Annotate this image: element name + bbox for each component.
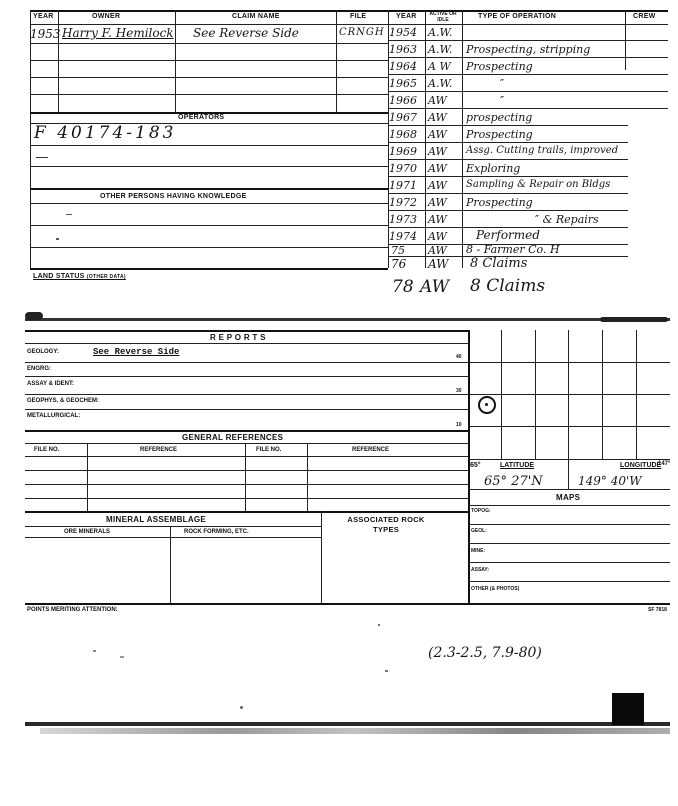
refs-col-reference-2: REFERENCE [352,447,390,453]
op-type-14: 8 Claims [470,256,528,271]
op-status-7: AW [428,145,447,158]
op-status-5: AW [428,111,447,124]
maps-assay: ASSAY: [471,567,490,573]
op-type-7: Assg. Cutting trails, improved [466,145,619,156]
latitude-label: LATITUDE [500,462,535,469]
form-number: SF 7818 [648,607,667,613]
op-year-1: 1963 [389,43,417,56]
points-meriting-attention-label: POINTS MERITING ATTENTION: [27,607,118,613]
op-type-15: 8 Claims [470,276,546,296]
rock-forming-header: ROCK FORMING, ETC. [184,529,249,535]
active-idle-header: ACTIVE OR IDLE [429,11,457,23]
op-status-15: AW [420,277,450,297]
op-status-0: A.W. [428,26,453,39]
land-status-sub: (OTHER DATA) [86,274,126,280]
crew-header: CREW [633,13,656,20]
reports-title: R E P O R T S [210,333,266,342]
op-type-6: Prospecting [466,128,533,141]
maps-title: MAPS [556,493,581,502]
ore-minerals-header: ORE MINERALS [64,529,111,535]
op-year-6: 1968 [389,128,417,141]
operators-value: F 40174-183 [34,123,177,143]
refs-col-fileno-2: FILE NO. [256,447,282,453]
owner-name: Harry F. Hemilock [62,26,174,40]
scan-smear-bottom [25,722,670,726]
op-status-8: AW [428,162,447,175]
reports-value-geology: See Reverse Side [93,347,180,357]
op-year-8: 1970 [389,162,417,175]
op-year-7: 1969 [389,145,417,158]
op-year-14: 76 [391,257,407,271]
refs-col-reference-1: REFERENCE [140,447,178,453]
op-year-3: 1965 [389,77,417,90]
reports-label-assay: ASSAY & IDENT: [27,381,75,387]
owner-claim: See Reverse Side [193,26,299,40]
scan-smear-bottom-band [40,728,670,734]
scan-smear-mid [25,318,670,321]
scan-dark-block [612,693,644,725]
year2-header: YEAR [396,13,417,20]
longitude-label: LONGITUDE [620,462,662,469]
owner-year: 1953 [30,27,61,41]
type-of-operation-header: TYPE OF OPERATION [478,13,557,20]
op-status-9: AW [428,179,447,192]
op-type-12: Performed [476,228,540,242]
op-status-4: AW [428,94,447,107]
maps-other: OTHER (& PHOTOS) [471,586,520,592]
op-type-10: Prospecting [466,196,533,209]
op-type-13: 8 - Farmer Co. H [466,243,560,256]
op-type-2: Prospecting [466,60,533,73]
op-type-11: ″ & Repairs [535,213,599,226]
file-header: FILE [350,13,367,20]
op-status-13: AW [428,244,447,257]
op-year-13: 75 [391,244,405,257]
longitude-value: 149° 40'W [578,474,642,488]
reports-label-geophys: GEOPHYS. & GEOCHEM: [27,398,100,404]
op-type-5: prospecting [466,111,533,124]
op-year-12: 1974 [389,230,417,243]
mineral-assemblage-title: MINERAL ASSEMBLAGE [106,515,207,524]
reports-num-30: 30 [456,388,462,394]
op-year-15: 78 [392,277,414,297]
maps-geol: GEOL: [471,528,487,534]
op-year-11: 1973 [389,213,417,226]
op-status-10: AW [428,196,447,209]
op-year-4: 1966 [389,94,417,107]
op-year-9: 1971 [389,179,417,192]
maps-topog: TOPOG: [471,508,491,514]
op-status-14: AW [428,257,449,271]
claim-name-header: CLAIM NAME [232,13,280,20]
op-year-2: 1964 [389,60,417,73]
reports-num-10: 10 [456,422,462,428]
land-status-text: LAND STATUS [33,273,85,280]
scan-blob-right [600,317,668,322]
op-type-1: Prospecting, stripping [466,43,591,56]
op-year-10: 1972 [389,196,417,209]
associated-rock-types-title: ASSOCIATED ROCK TYPES [347,515,425,534]
op-status-1: A.W. [428,43,453,56]
year-header: YEAR [33,13,54,20]
scan-blob-left [25,312,43,320]
reports-num-40: 40 [456,354,462,360]
operators-label: OPERATORS [178,114,225,121]
op-year-0: 1954 [389,26,417,39]
reports-label-engrg: ENGRG: [27,366,51,372]
owner-file: CRNGH [339,27,385,38]
op-status-3: A.W. [428,77,453,90]
land-status-label [33,273,126,280]
op-status-12: AW [428,230,447,243]
reports-label-geology: GEOLOGY: [27,349,59,355]
op-status-6: AW [428,128,447,141]
op-year-5: 1967 [389,111,417,124]
owner-header: OWNER [92,13,121,20]
latitude-degree-label: 65° [470,462,481,469]
op-type-4: ″ [500,94,505,107]
other-persons-label: OTHER PERSONS HAVING KNOWLEDGE [100,193,247,200]
op-type-9: Sampling & Repair on Bldgs [466,179,611,190]
op-status-11: AW [428,213,447,226]
op-status-2: A W [428,60,451,73]
longitude-degree-label: 147° [658,461,671,467]
op-type-8: Exploring [466,162,521,175]
refs-col-fileno-1: FILE NO. [34,447,60,453]
general-references-title: GENERAL REFERENCES [182,433,284,442]
points-note: (2.3-2.5, 7.9-80) [428,645,542,661]
latitude-value: 65° 27'N [484,474,543,489]
reports-label-metallurgical: METALLURGICAL: [27,413,81,419]
op-type-3: ″ [500,77,505,90]
maps-mine: MINE: [471,548,486,554]
